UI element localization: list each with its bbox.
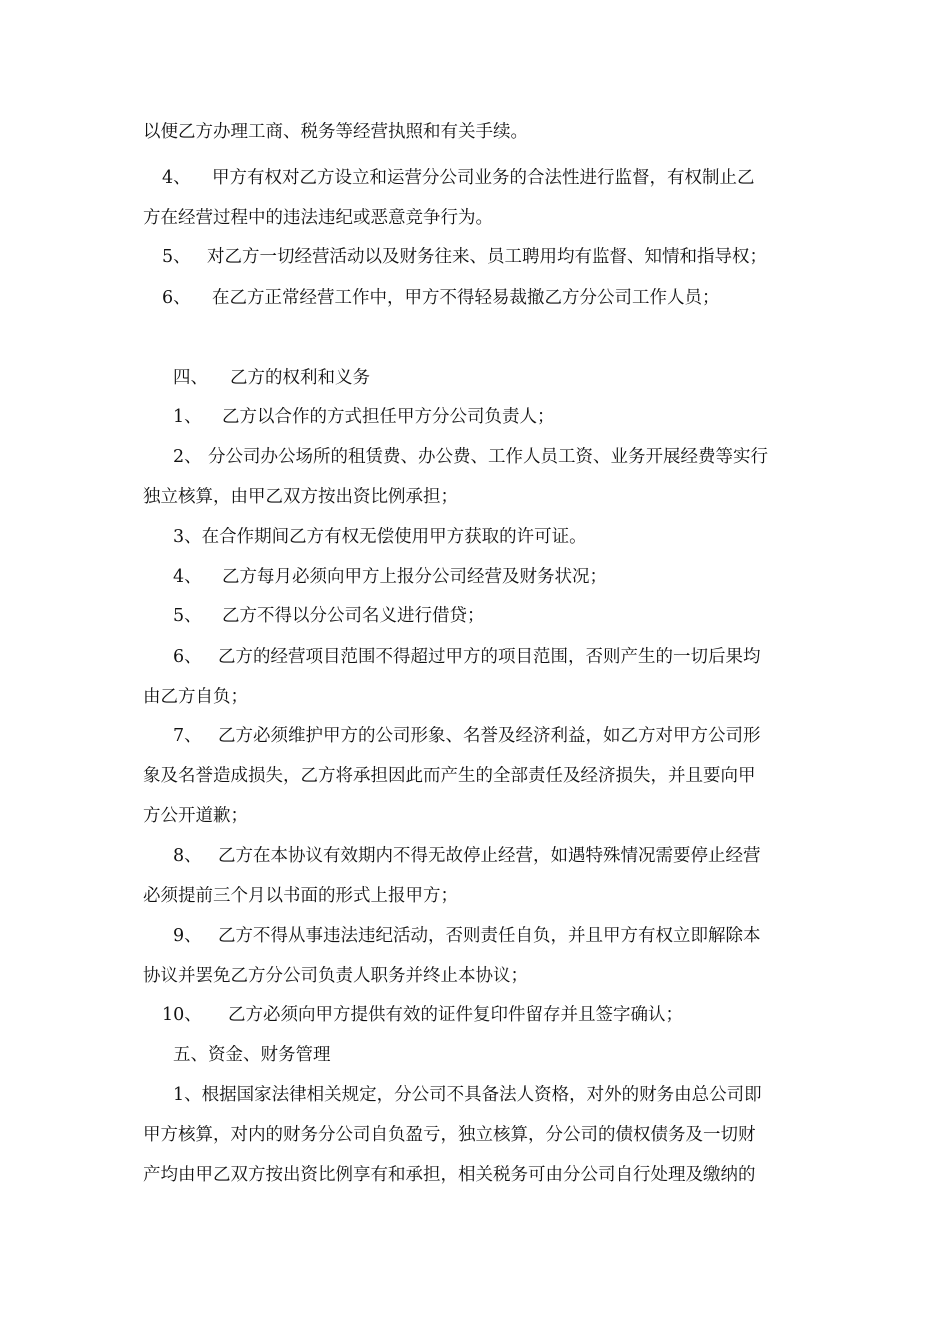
text-line: 乙方必须向甲方提供有效的证件复印件留存并且签字确认； [228, 1005, 683, 1025]
text-line: 在乙方正常经营工作中，甲方不得轻易裁撤乙方分公司工作人员； [212, 288, 720, 308]
item-number: 5、 [173, 606, 202, 626]
item-number: 6、 [173, 647, 202, 667]
item-number: 4、 [162, 168, 191, 188]
text-line: 方在经营过程中的违法违纪或恶意竞争行为。 [143, 208, 493, 228]
text-line: 分公司办公场所的租赁费、办公费、工作人员工资、业务开展经费等实行 [208, 447, 768, 467]
text-line: 乙方不得从事违法违纪活动，否则责任自负，并且甲方有权立即解除本 [218, 926, 761, 946]
item-number: 4、 [173, 567, 202, 587]
text-line: 甲方核算，对内的财务分公司自负盈亏，独立核算，分公司的债权债务及一切财 [143, 1125, 756, 1145]
section-number: 四、 [173, 368, 208, 388]
text-line: 乙方不得以分公司名义进行借贷； [222, 606, 485, 626]
text-line: 对乙方一切经营活动以及财务往来、员工聘用均有监督、知情和指导权； [207, 247, 767, 267]
text-line: 协议并罢免乙方分公司负责人职务并终止本协议； [143, 966, 528, 986]
item-number: 10、 [162, 1005, 202, 1025]
item-number: 1、 [173, 407, 202, 427]
text-line: 必须提前三个月以书面的形式上报甲方； [143, 886, 458, 906]
text-line: 方公开道歉； [143, 806, 248, 826]
section-heading: 五、资金、财务管理 [173, 1045, 331, 1065]
item-number: 2、 [173, 447, 202, 467]
text-line: 独立核算，由甲乙双方按出资比例承担； [143, 487, 458, 507]
item-number: 7、 [173, 726, 202, 746]
item-number: 5、 [162, 247, 191, 267]
text-line: 象及名誉造成损失，乙方将承担因此而产生的全部责任及经济损失，并且要向甲 [143, 766, 756, 786]
text-line: 乙方以合作的方式担任甲方分公司负责人； [222, 407, 555, 427]
text-line: 1、根据国家法律相关规定，分公司不具备法人资格，对外的财务由总公司即 [173, 1085, 762, 1105]
item-number: 9、 [173, 926, 202, 946]
item-number: 8、 [173, 846, 202, 866]
section-heading: 乙方的权利和义务 [230, 368, 370, 388]
text-line: 3、在合作期间乙方有权无偿使用甲方获取的许可证。 [173, 527, 587, 547]
text-line: 产均由甲乙双方按出资比例享有和承担，相关税务可由分公司自行处理及缴纳的 [143, 1165, 756, 1185]
text-line: 乙方的经营项目范围不得超过甲方的项目范围，否则产生的一切后果均 [218, 647, 761, 667]
text-line: 乙方在本协议有效期内不得无故停止经营，如遇特殊情况需要停止经营 [218, 846, 761, 866]
text-line: 由乙方自负； [143, 687, 248, 707]
item-number: 6、 [162, 288, 191, 308]
text-line: 以便乙方办理工商、税务等经营执照和有关手续。 [143, 122, 528, 142]
text-line: 乙方必须维护甲方的公司形象、名誉及经济利益，如乙方对甲方公司形 [218, 726, 761, 746]
text-line: 乙方每月必须向甲方上报分公司经营及财务状况； [222, 567, 607, 587]
text-line: 甲方有权对乙方设立和运营分公司业务的合法性进行监督，有权制止乙 [212, 168, 755, 188]
